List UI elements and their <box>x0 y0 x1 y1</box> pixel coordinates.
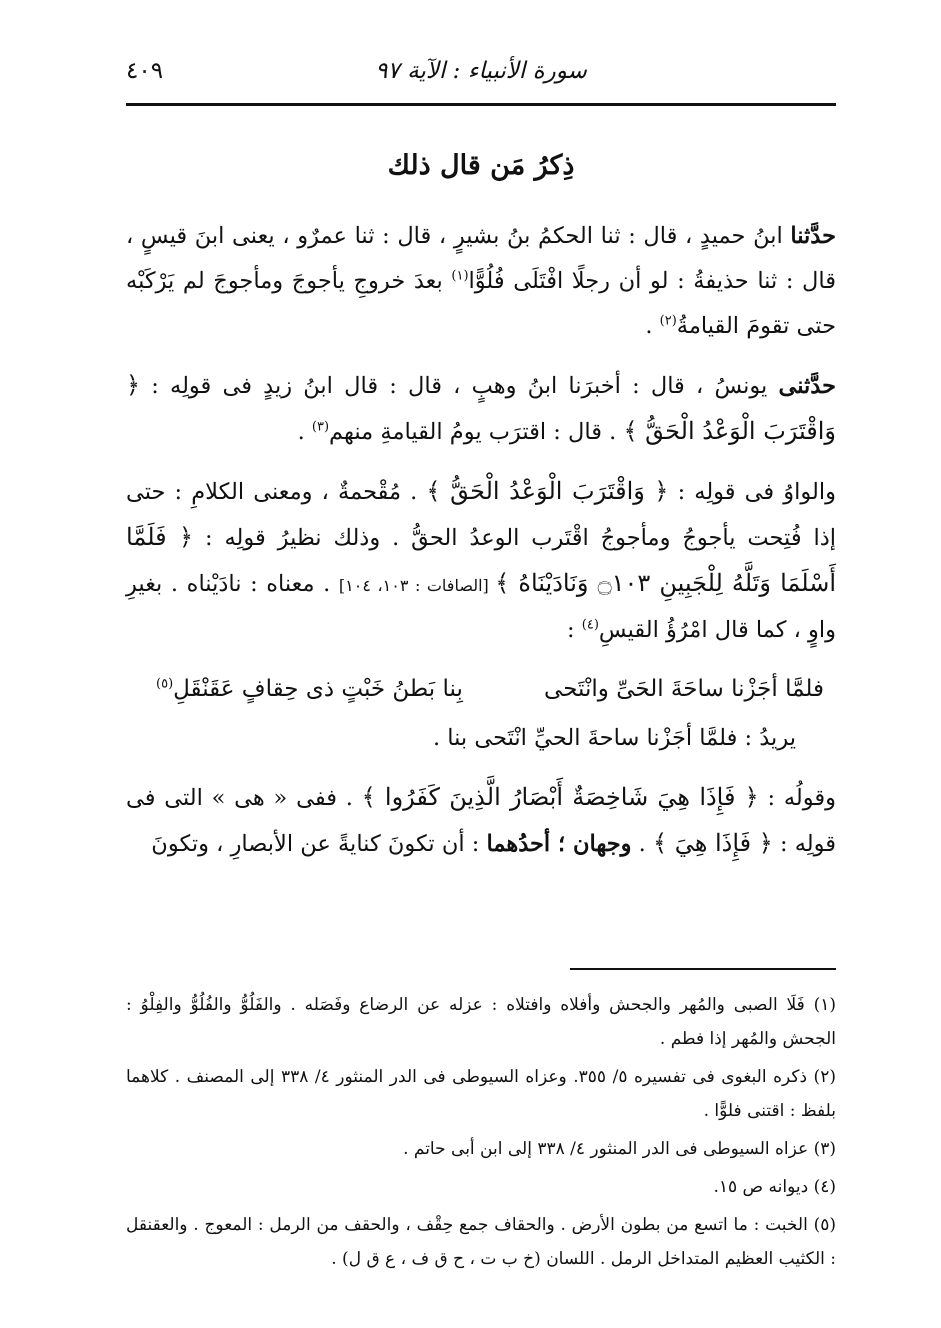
footnote-2: (٢) ذكره البغوى فى تفسيره ٥/ ٣٥٥. وعزاه السيوطى فى الدر المنثور ٤/ ٣٣٨ إلى المصنف . كلاهما بلفظ : اقتنى فلوًّا . <box>126 1067 836 1121</box>
narration-lead: حدَّثنا <box>790 223 836 249</box>
paragraph-text: ابنُ حميدٍ ، قال : ثنا الحكمُ بنُ بشيرٍ ، قال : ثنا عمرٌو ، يعنى ابنَ قيسٍ ، قال : ثنا حذيفةُ : لو أن رجلًا افْتَلَى فُلُوًّا <box>126 223 836 294</box>
surah-title: سورة الأنبياء : الآية ٩٧ <box>375 58 587 84</box>
footnote-5: (٥) الخبت : ما اتسع من بطون الأرض . والحقاف جمع حِقْف ، والحقف من الرمل : المعوج . والعقنقل : الكثيب العظيم المتداخل الرمل . اللسان (خ ب ت ، ح ق ف ، ع ق ل) . <box>126 1215 836 1269</box>
paragraph-text: يريدُ : فلمَّا أجَزْنا ساحةَ الحيِّ انْتَحى بنا . <box>432 725 796 751</box>
punctuation: . <box>645 313 660 339</box>
footnote-4: (٤) ديوانه ص ١٥. <box>713 1177 836 1197</box>
footnote-3: (٣) عزاه السيوطى فى الدر المنثور ٤/ ٣٣٨ إلى ابن أبى حاتم . <box>403 1139 836 1159</box>
page-number: ٤٠٩ <box>126 58 164 84</box>
footnote-ref-1: (١) <box>451 268 469 284</box>
quran-quote: ﴿ وَاقْتَرَبَ الْوَعْدُ الْحَقُّ ﴾ <box>426 477 669 505</box>
paragraph-5 <box>126 775 836 867</box>
main-text <box>126 214 836 881</box>
footnote-divider <box>570 968 836 970</box>
footnote-ref-5: (٥) <box>156 676 174 692</box>
footnotes <box>126 988 836 1280</box>
page-header <box>126 52 836 92</box>
poetry-verse <box>126 667 836 712</box>
paragraph-2 <box>126 363 836 455</box>
punctuation: . <box>631 831 653 857</box>
paragraph-text: . مُقْحمةٌ ، ومعنى الكلامِ : حتى إذا فُتِحت يأجوجُ ومأجوجُ اقْتَرب الوعدُ الحقُّ . وذلك نظيرُ قولِه : <box>126 479 836 551</box>
footnote-ref-3: (٣) <box>311 419 330 435</box>
bold-phrase: وجهان ؛ أحدُهما <box>486 831 632 857</box>
quran-quote: ﴿ فَإِذَا هِيَ ﴾ <box>653 829 773 857</box>
verse-hemistich-2-wrap <box>156 667 463 712</box>
narration-lead: حدَّثنى <box>778 373 836 399</box>
paragraph-text: . معناه : نادَيْناه . بغيرِ واوٍ ، كما قال امْرُؤُ القيسِ <box>126 571 836 643</box>
footnote-ref-2: (٢) <box>659 313 677 329</box>
paragraph-text: وقولُه : <box>758 785 836 811</box>
section-title: ذِكرُ مَن قال ذلك <box>387 150 575 181</box>
paragraph-text: يونسُ ، قال : أخبرَنا ابنُ وهبٍ ، قال : قال ابنُ زيدٍ فى قولِه : <box>140 373 779 399</box>
paragraph-text: بعدَ خروجِ يأجوجَ ومأجوجَ لم يَرْكَبْه حتى تقومَ القيامةُ <box>126 268 836 339</box>
paragraph-1 <box>126 214 836 349</box>
paragraph-text: . ففى « هى » التى فى قولِه : <box>126 785 836 857</box>
quran-quote: ﴿ فَإِذَا هِيَ شَاخِصَةٌ أَبْصَارُ الَّذِينَ كَفَرُوا ﴾ <box>361 783 759 811</box>
punctuation: . <box>297 419 312 445</box>
footnote-1: (١) فَلَا الصبى والمُهر والجحش وأفلاه وافتلاه : عزله عن الرضاع وفَصَله . والفَلُوُّ والفُلُوُّ والفِلْوُ : الجحش والمُهر إذا فطم . <box>126 995 836 1049</box>
verse-reference: [الصافات : ١٠٣، ١٠٤] <box>338 576 496 595</box>
paragraph-3 <box>126 469 836 653</box>
quran-quote: ﴿ وَاقْتَرَبَ الْوَعْدُ الْحَقُّ ﴾ <box>126 371 836 445</box>
verse-hemistich-1: فلمَّا أجَزْنا ساحَةَ الحَىِّ وانْتَحى <box>544 676 824 702</box>
footnote-ref-4: (٤) <box>581 617 599 633</box>
header-divider <box>126 103 836 106</box>
verse-hemistich-2: بِنا بَطنُ خَبْتٍ ذى حِقافٍ عَقَنْقَلِ <box>173 676 463 702</box>
paragraph-text: والواوُ فى قولِه : <box>668 479 836 505</box>
paragraph-text: . قال : اقترَب يومُ القيامةِ منهم <box>329 419 624 445</box>
paragraph-4 <box>126 716 836 761</box>
quran-quote: ﴿ فَلَمَّا أَسْلَمَا وَتَلَّهُ لِلْجَبِينِ ۝١٠٣ وَنَادَيْنَاهُ ﴾ <box>126 523 836 597</box>
punctuation: : <box>567 617 582 643</box>
paragraph-text: : أن تكونَ كنايةً عن الأبصارِ ، وتكونَ <box>151 831 487 857</box>
